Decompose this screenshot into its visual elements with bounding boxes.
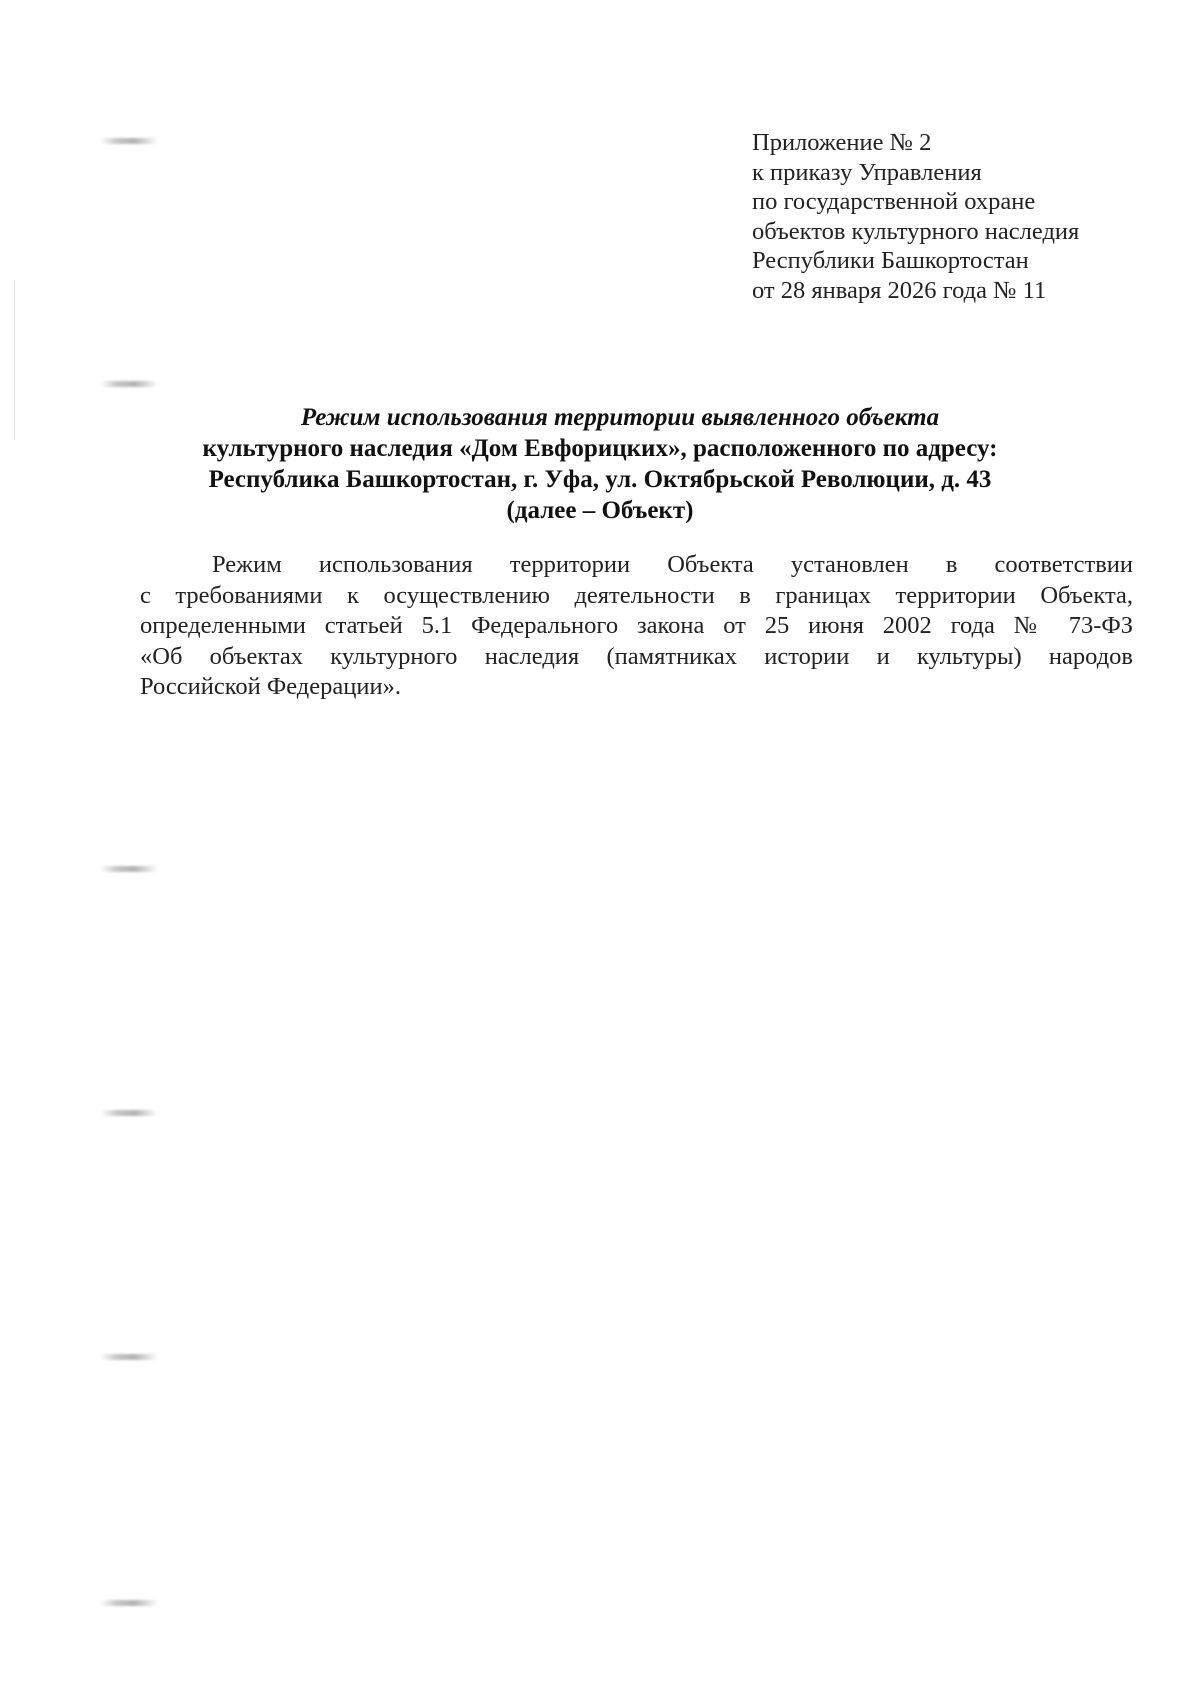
body-line: определенными статьей 5.1 Федерального закона от 25 июня 2002 года № 73-ФЗ	[140, 612, 1133, 639]
annex-header	[752, 128, 1079, 305]
body-line: с требованиями к осуществлению деятельности в границах территории Объекта,	[140, 581, 1133, 609]
body-line: «Об объектах культурного наследия (памятниках истории и культуры) народов	[140, 642, 1133, 670]
scan-edge-line	[14, 280, 15, 440]
annex-line: Республики Башкортостан	[752, 247, 1029, 274]
punch-hole-smudge	[100, 1110, 158, 1116]
body-paragraph	[140, 550, 1133, 703]
title-line: Режим использования территории выявленного объекта	[300, 404, 940, 431]
title-line: культурного наследия «Дом Евфорицких», расположенного по адресу:	[202, 435, 998, 462]
punch-hole-smudge	[100, 1600, 158, 1606]
annex-line: объектов культурного наследия	[752, 217, 1080, 245]
punch-hole-smudge	[100, 1354, 158, 1360]
punch-hole-smudge	[100, 138, 158, 144]
punch-hole-smudge	[100, 381, 158, 387]
document-title	[150, 402, 1050, 526]
title-line: (далее – Объект)	[506, 497, 694, 524]
body-line: Российской Федерации».	[140, 673, 401, 700]
annex-line: Приложение № 2	[752, 129, 932, 156]
annex-line: от 28 января 2026 года № 11	[752, 276, 1047, 304]
body-line: Режим использования территории Объекта установлен в соответствии	[212, 551, 1133, 578]
punch-hole-smudge	[100, 866, 158, 872]
annex-line: к приказу Управления	[752, 158, 982, 186]
title-line: Республика Башкортостан, г. Уфа, ул. Октябрьской Революции, д. 43	[208, 466, 992, 493]
annex-line: по государственной охране	[752, 188, 1036, 215]
